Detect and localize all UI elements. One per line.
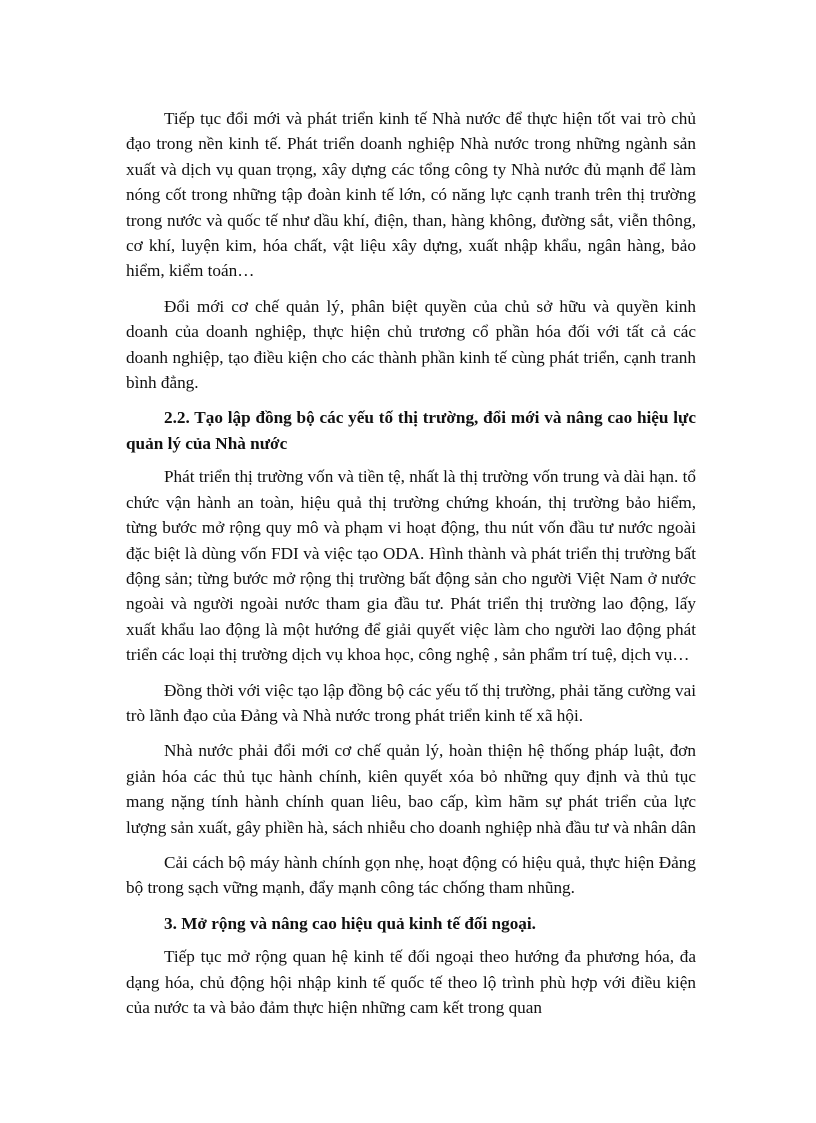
paragraph-capital-market: Phát triển thị trường vốn và tiền tệ, nhất là thị trường vốn trung và dài hạn. tổ chức vận hành an toàn, hiệu quả thị trường chứng khoán, thị trường bảo hiểm, từng bước mở rộng quy mô và phạm vi hoạt động, thu nút vốn đầu tư nước ngoài đặc biệt là dùng vốn FDI và việc tạo ODA. Hình thành và phát triển thị trường bất động sản; từng bước mở rộng thị trường bất động sản cho người Việt Nam ở nước ngoài và người ngoài nước tham gia đầu tư. Phát triển thị trường lao động, lấy xuất khẩu lao động là một hướng để giải quyết việc làm cho người lao động phát triển các loại thị trường dịch vụ khoa học, công nghệ , sản phẩm trí tuệ, dịch vụ… — [126, 467, 696, 665]
document-page — [126, 106, 696, 1030]
section-heading-3: 3. Mở rộng và nâng cao hiệu quả kinh tế đối ngoại. — [164, 913, 536, 933]
section-heading-2-2: 2.2. Tạo lập đồng bộ các yếu tố thị trường, đổi mới và nâng cao hiệu lực quản lý của Nhà nước — [126, 408, 696, 453]
paragraph-management-reform: Đổi mới cơ chế quản lý, phân biệt quyền của chủ sở hữu và quyền kinh doanh của doanh nghiệp, thực hiện chủ trương cổ phần hóa đối với tất cả các doanh nghiệp, tạo điều kiện cho các thành phần kinh tế cùng phát triển, cạnh tranh bình đẳng. — [126, 296, 696, 393]
paragraph-state-economy: Tiếp tục đổi mới và phát triển kinh tế Nhà nước để thực hiện tốt vai trò chủ đạo trong nền kinh tế. Phát triển doanh nghiệp Nhà nước trong những ngành sản xuất và dịch vụ quan trọng, xây dựng các tổng công ty Nhà nước đủ mạnh để làm nóng cốt trong những tập đoàn kinh tế lớn, có năng lực cạnh tranh trên thị trường trong nước và quốc tế như dầu khí, điện, than, hàng không, đường sắt, viễn thông, cơ khí, luyện kim, hóa chất, vật liệu xây dựng, xuất nhập khẩu, ngân hàng, bảo hiểm, kiểm toán… — [126, 109, 696, 281]
paragraph-party-leadership: Đồng thời với việc tạo lập đồng bộ các yếu tố thị trường, phải tăng cường vai trò lãnh đạo của Đảng và Nhà nước trong phát triển kinh tế xã hội. — [126, 680, 696, 725]
paragraph-admin-reform: Cải cách bộ máy hành chính gọn nhẹ, hoạt động có hiệu quả, thực hiện Đảng bộ trong sạch vững mạnh, đẩy mạnh công tác chống tham nhũng. — [126, 852, 696, 898]
paragraph-legal-system: Nhà nước phải đổi mới cơ chế quản lý, hoàn thiện hệ thống pháp luật, đơn giản hóa các thủ tục hành chính, kiên quyết xóa bỏ những quy định và thủ tục mang nặng tính hành chính quan liêu, bao cấp, kìm hãm sự phát triển của lực lượng sản xuất, gây phiền hà, sách nhiễu cho doanh nghiệp nhà đầu tư và nhân dân — [126, 741, 696, 837]
paragraph-foreign-economy: Tiếp tục mở rộng quan hệ kinh tế đối ngoại theo hướng đa phương hóa, đa dạng hóa, chủ động hội nhập kinh tế quốc tế theo lộ trình phù hợp với điều kiện của nước ta và bảo đảm thực hiện những cam kết trong quan — [126, 947, 696, 1017]
